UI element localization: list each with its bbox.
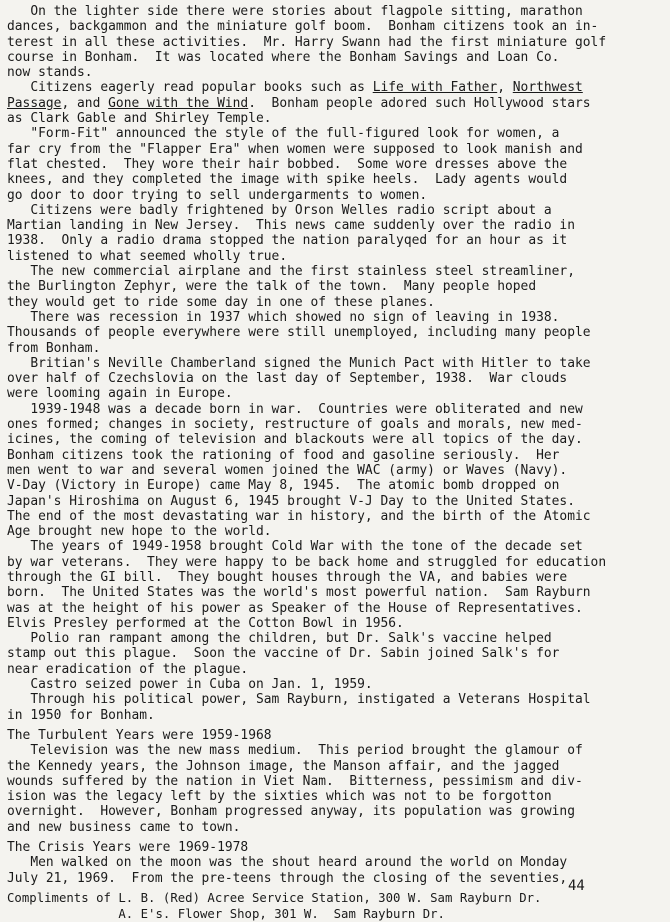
footer-line-1: Compliments of L. B. (Red) Acree Service Station, 300 W. Sam Rayburn Dr. bbox=[7, 890, 542, 905]
text-line: now stands. bbox=[7, 65, 93, 81]
text-line: dances, backgammon and the miniature golf boom. Bonham citizens took an in- bbox=[7, 19, 599, 35]
footer bbox=[7, 890, 662, 922]
text-line: Citizens were badly frightened by Orson Welles radio script about a bbox=[7, 202, 552, 218]
text-line: the Kennedy years, the Johnson image, the Manson affair, and the jagged bbox=[7, 758, 560, 774]
text-line: V-Day (Victory in Europe) came May 8, 1945. The atomic bomb dropped on bbox=[7, 478, 560, 494]
text-line: The Turbulent Years were 1959-1968 bbox=[7, 727, 272, 743]
text-line: listened to what seemed wholly true. bbox=[7, 248, 288, 264]
body-text bbox=[7, 4, 662, 886]
text-line: and new business came to town. bbox=[7, 819, 241, 835]
text-line: The new commercial airplane and the first stainless steel streamliner, bbox=[7, 264, 575, 280]
text-line: near eradication of the plague. bbox=[7, 661, 249, 677]
text-line: overnight. However, Bonham progressed anyway, its population was growing bbox=[7, 804, 575, 820]
text-line: course in Bonham. It was located where the Bonham Savings and Loan Co. bbox=[7, 49, 560, 65]
text-line: from Bonham. bbox=[7, 340, 101, 356]
text-line: Castro seized power in Cuba on Jan. 1, 1959. bbox=[7, 677, 373, 693]
text-line: Bonham citizens took the rationing of food and gasoline seriously. Her bbox=[7, 447, 560, 463]
text-line: Citizens eagerly read popular books such as Life with Father, Northwest bbox=[7, 80, 583, 96]
text-line: Britian's Neville Chamberland signed the Munich Pact with Hitler to take bbox=[7, 355, 591, 371]
text-line: The end of the most devastating war in history, and the birth of the Atomic bbox=[7, 508, 591, 524]
page-number: 44 bbox=[568, 878, 585, 894]
text-line: There was recession in 1937 which showed no sign of leaving in 1938. bbox=[7, 309, 560, 325]
text-line: they would get to ride some day in one of these planes. bbox=[7, 294, 435, 310]
text-line: ones formed; changes in society, restructure of goals and morals, new med- bbox=[7, 417, 583, 433]
text-line: far cry from the "Flapper Era" when women were supposed to look manish and bbox=[7, 141, 583, 157]
text-line: On the lighter side there were stories about flagpole sitting, marathon bbox=[7, 4, 583, 19]
text-line: in 1950 for Bonham. bbox=[7, 707, 155, 723]
text-line: 1939-1948 was a decade born in war. Countries were obliterated and new bbox=[7, 401, 583, 417]
text-line: Age brought new hope to the world. bbox=[7, 524, 272, 540]
text-line: "Form-Fit" announced the style of the full-figured look for women, a bbox=[7, 126, 560, 142]
text-line: Japan's Hiroshima on August 6, 1945 brought V-J Day to the United States. bbox=[7, 493, 575, 509]
text-line: terest in all these activities. Mr. Harry Swann had the first miniature golf bbox=[7, 34, 607, 50]
footer-line-2: A. E's. Flower Shop, 301 W. Sam Rayburn Dr. bbox=[7, 906, 445, 921]
text-line: was at the height of his power as Speaker of the House of Representatives. bbox=[7, 600, 583, 616]
text-line: go door to door trying to sell undergarments to women. bbox=[7, 187, 428, 203]
text-line: knees, and they completed the image with spike heels. Lady agents would bbox=[7, 172, 568, 188]
text-line: were looming again in Europe. bbox=[7, 386, 233, 402]
text-line: over half of Czechslovia on the last day of September, 1938. War clouds bbox=[7, 371, 568, 387]
text-line: flat chested. They wore their hair bobbed. Some wore dresses above the bbox=[7, 156, 568, 172]
text-line: through the GI bill. They bought houses through the VA, and babies were bbox=[7, 569, 568, 585]
text-line: July 21, 1969. From the pre-teens through the closing of the seventies, bbox=[7, 870, 568, 886]
text-line: born. The United States was the world's most powerful nation. Sam Rayburn bbox=[7, 585, 591, 601]
text-line: The Crisis Years were 1969-1978 bbox=[7, 840, 249, 856]
text-line: Martian landing in New Jersey. This news came suddenly over the radio in bbox=[7, 218, 575, 234]
text-line: The years of 1949-1958 brought Cold War with the tone of the decade set bbox=[7, 539, 583, 555]
text-line: as Clark Gable and Shirley Temple. bbox=[7, 111, 272, 127]
text-line: the Burlington Zephyr, were the talk of the town. Many people hoped bbox=[7, 279, 537, 295]
text-line: men went to war and several women joined the WAC (army) or Waves (Navy). bbox=[7, 462, 568, 478]
text-line: Men walked on the moon was the shout heard around the world on Monday bbox=[7, 855, 568, 871]
text-line: by war veterans. They were happy to be back home and struggled for education bbox=[7, 554, 607, 570]
text-line: Through his political power, Sam Rayburn, instigated a Veterans Hospital bbox=[7, 692, 591, 708]
text-line: Passage, and Gone with the Wind. Bonham people adored such Hollywood stars bbox=[7, 95, 591, 111]
text-line: Elvis Presley performed at the Cotton Bowl in 1956. bbox=[7, 615, 404, 631]
text-line: wounds suffered by the nation in Viet Nam. Bitterness, pessimism and div- bbox=[7, 773, 583, 789]
text-line: icines, the coming of television and blackouts were all topics of the day. bbox=[7, 432, 583, 448]
text-line: 1938. Only a radio drama stopped the nation paralyqed for an hour as it bbox=[7, 233, 568, 249]
text-line: stamp out this plague. Soon the vaccine of Dr. Sabin joined Salk's for bbox=[7, 646, 560, 662]
text-line: Television was the new mass medium. This period brought the glamour of bbox=[7, 743, 583, 759]
text-line: Polio ran rampant among the children, but Dr. Salk's vaccine helped bbox=[7, 631, 552, 647]
text-line: Thousands of people everywhere were still unemployed, including many people bbox=[7, 325, 591, 341]
text-line: ision was the legacy left by the sixties which was not to be forgotton bbox=[7, 789, 552, 805]
